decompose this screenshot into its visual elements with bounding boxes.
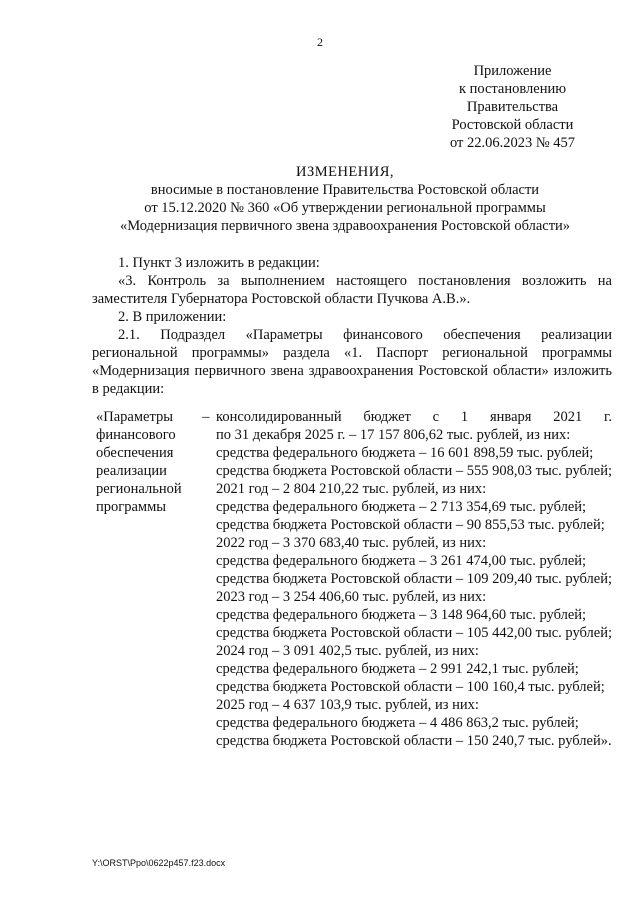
params-label-line: региональной bbox=[96, 481, 182, 497]
paragraph-1: 1. Пункт 3 изложить в редакции: bbox=[118, 255, 320, 271]
financial-parameters-block bbox=[92, 408, 612, 750]
title-line: вносимые в постановление Правительства Ростовской области bbox=[150, 182, 540, 198]
params-line: средства федерального бюджета – 3 148 964,60 тыс. рублей; bbox=[216, 607, 587, 623]
params-line: по 31 декабря 2025 г. – 17 157 806,62 тыс. рублей, из них: bbox=[216, 427, 571, 443]
params-line: средства бюджета Ростовской области – 90 855,53 тыс. рублей; bbox=[216, 517, 605, 533]
params-line: средства бюджета Ростовской области – 109 209,40 тыс. рублей; bbox=[216, 571, 612, 587]
title-main: ИЗМЕНЕНИЯ, bbox=[295, 164, 395, 180]
params-line: средства бюджета Ростовской области – 105 442,00 тыс. рублей; bbox=[216, 625, 612, 641]
document-title bbox=[80, 163, 610, 235]
params-label-line: финансового bbox=[96, 427, 176, 443]
appendix-block bbox=[430, 62, 595, 152]
appendix-line: от 22.06.2023 № 457 bbox=[449, 135, 576, 151]
params-line: 2021 год – 2 804 210,22 тыс. рублей, из них: bbox=[216, 481, 487, 497]
params-line: средства федерального бюджета – 3 261 474,00 тыс. рублей; bbox=[216, 553, 587, 569]
params-line: средства бюджета Ростовской области – 555 908,03 тыс. рублей; bbox=[216, 463, 612, 479]
params-label-line: обеспечения bbox=[96, 445, 174, 461]
params-list bbox=[216, 408, 612, 750]
appendix-line: Правительства bbox=[466, 99, 559, 115]
appendix-line: Приложение bbox=[473, 63, 552, 79]
footer-file-path: Y:\ORST\Ppo\0622p457.f23.docx bbox=[92, 858, 226, 868]
params-line: 2022 год – 3 370 683,40 тыс. рублей, из них: bbox=[216, 535, 487, 551]
params-line: средства бюджета Ростовской области – 100 160,4 тыс. рублей; bbox=[216, 679, 605, 695]
page-number: 2 bbox=[317, 35, 323, 49]
params-label-line: программы bbox=[96, 499, 166, 515]
body-text bbox=[92, 254, 612, 398]
appendix-line: Ростовской области bbox=[451, 117, 574, 133]
params-label bbox=[92, 408, 196, 750]
paragraph-2: «3. Контроль за выполнением настоящего постановления возложить на заместителя Губернатора Ростовской области Пучкова А.В.». bbox=[92, 273, 612, 307]
params-line: средства федерального бюджета – 2 713 354,69 тыс. рублей; bbox=[216, 499, 587, 515]
params-line: средства федерального бюджета – 4 486 863,2 тыс. рублей; bbox=[216, 715, 579, 731]
params-line: 2024 год – 3 091 402,5 тыс. рублей, из них: bbox=[216, 643, 479, 659]
params-line: средства бюджета Ростовской области – 150 240,7 тыс. рублей». bbox=[216, 733, 612, 749]
appendix-line: к постановлению bbox=[458, 81, 567, 97]
params-line: 2023 год – 3 254 406,60 тыс. рублей, из них: bbox=[216, 589, 487, 605]
title-line: от 15.12.2020 № 360 «Об утверждении региональной программы bbox=[144, 200, 546, 216]
paragraph-4: 2.1. Подраздел «Параметры финансового обеспечения реализации региональной программы» раздела «1. Паспорт региональной программы «Модернизация первичного звена здравоохранения Ростовской области» изложить в редакции: bbox=[92, 327, 612, 397]
params-label-line: реализации bbox=[96, 463, 167, 479]
title-line: «Модернизация первичного звена здравоохранения Ростовской области» bbox=[119, 218, 571, 234]
params-line: 2025 год – 4 637 103,9 тыс. рублей, из них: bbox=[216, 697, 479, 713]
params-label-line: «Параметры bbox=[96, 409, 173, 425]
params-line: средства федерального бюджета – 16 601 898,59 тыс. рублей; bbox=[216, 445, 594, 461]
params-first-line: консолидированный бюджет с 1 января 2021 г. bbox=[216, 409, 612, 425]
params-line: средства федерального бюджета – 2 991 242,1 тыс. рублей; bbox=[216, 661, 579, 677]
params-dash: – bbox=[202, 409, 210, 425]
paragraph-3: 2. В приложении: bbox=[118, 309, 227, 325]
